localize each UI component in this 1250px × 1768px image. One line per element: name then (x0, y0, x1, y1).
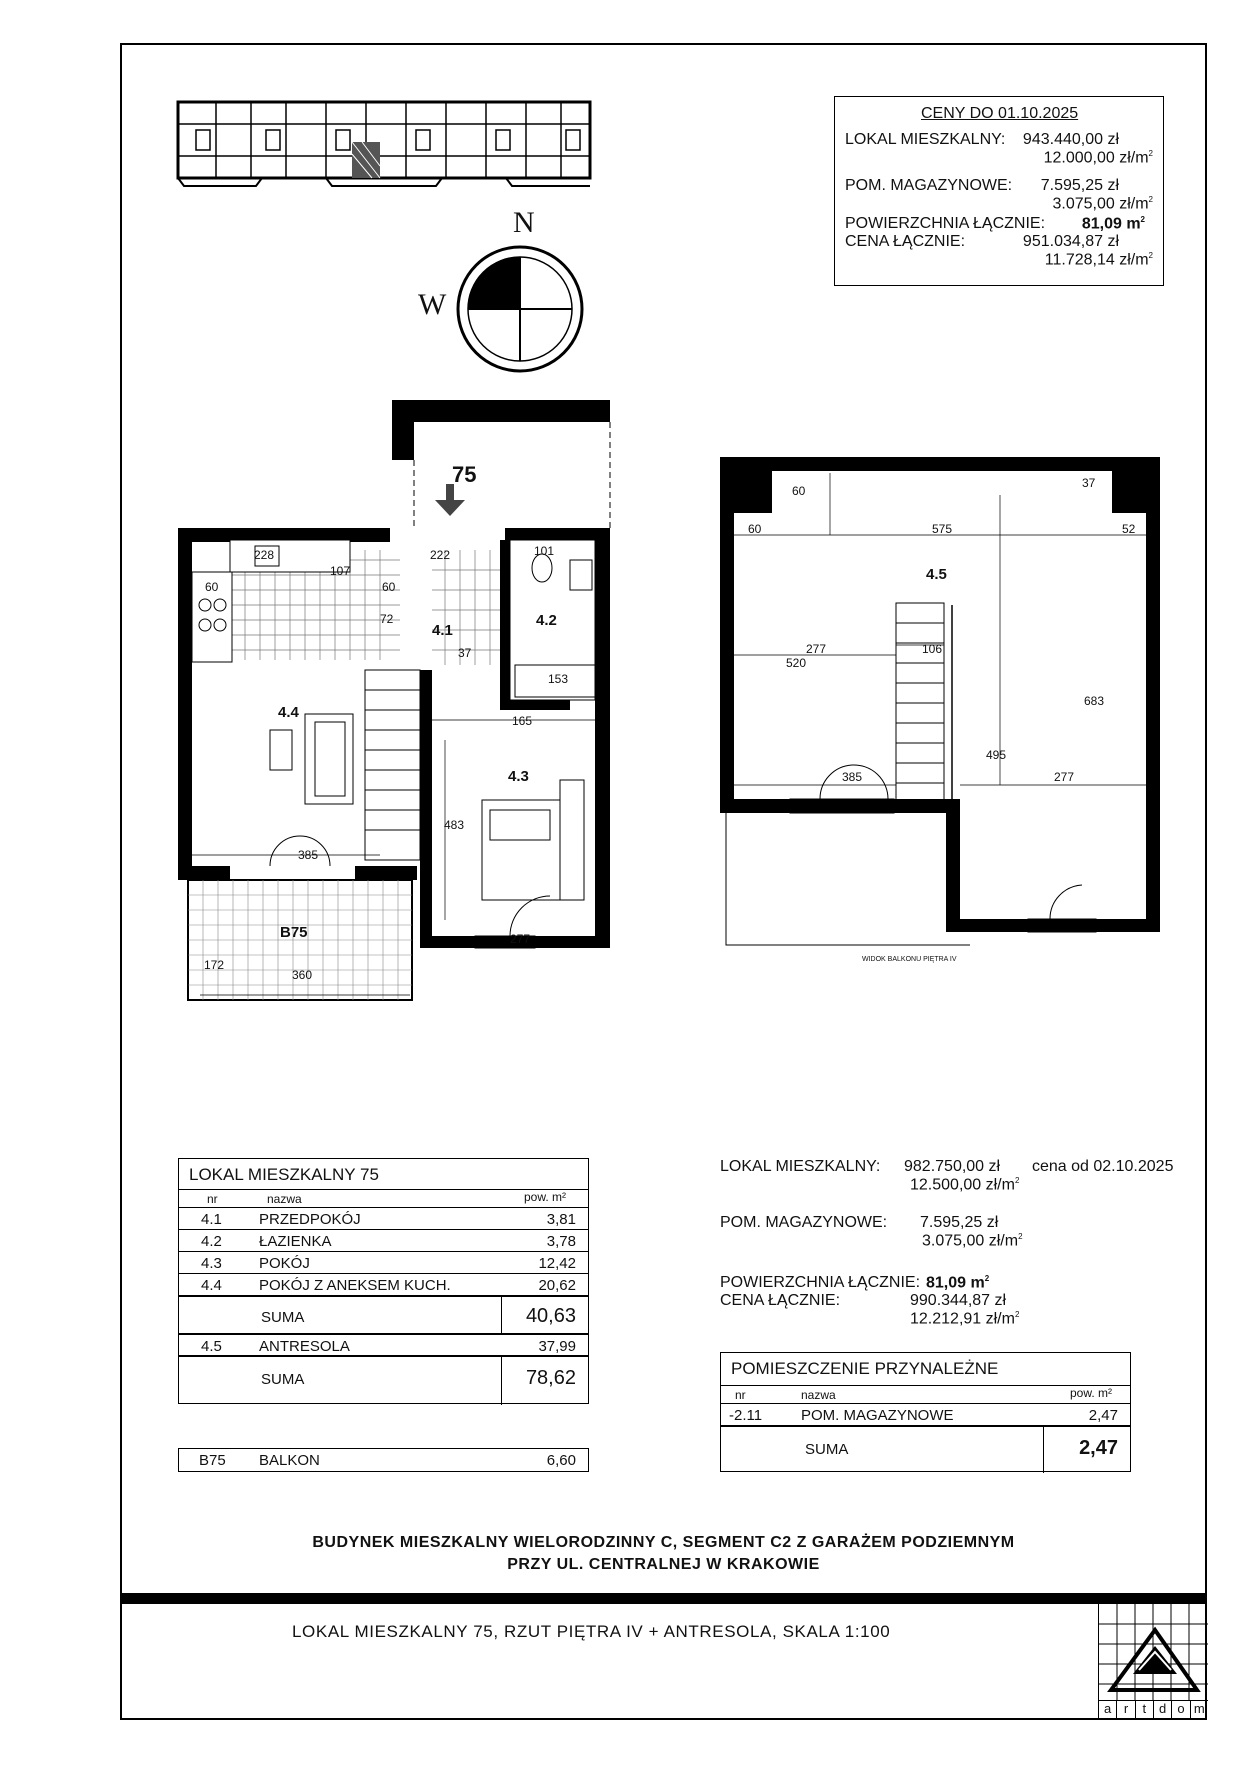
col-area: pow. m² (523, 1190, 566, 1204)
mdim-385: 385 (842, 770, 863, 784)
aux-row-name: POM. MAGAZYNOWE (801, 1407, 954, 1424)
dim-483: 483 (444, 818, 465, 832)
total-per-m2: 11.728,14 $zł/m^2$ (1044, 251, 1153, 269)
room-4-3: 4.3 (508, 768, 529, 785)
dim-360: 360 (292, 968, 313, 982)
area-value-text: 81,09 m (1081, 215, 1141, 233)
building-title: BUDYNEK MIESZKALNY WIELORODZINNY C, SEGMENT C2 Z GARAŻEM PODZIEMNYM (312, 1534, 1015, 1551)
mdim-52: 52 (1122, 522, 1136, 536)
balcony-view-note: WIDOK BALKONU PIĘTRA IV (862, 956, 957, 963)
row-nr: 4.5 (201, 1338, 222, 1355)
aux-col-area: pow. m² (1069, 1386, 1112, 1400)
table-row (179, 1273, 588, 1296)
building-address: PRZY UL. CENTRALNEJ W KRAKOWIE (507, 1556, 820, 1573)
row-area: 3,81 (546, 1211, 576, 1228)
new-price-note: cena od 02.10.2025 (1032, 1158, 1174, 1175)
dim-172: 172 (204, 958, 225, 972)
new-area-value: 81,09 $m^2$ (926, 1274, 990, 1292)
aux-table-title: POMIESZCZENIE PRZYNALEŻNE (731, 1359, 999, 1378)
logo-letter: r (1117, 1701, 1135, 1719)
dim-228: 228 (254, 548, 275, 562)
balcony-label: B75 (280, 924, 308, 941)
new-total-per-m2-value: 12.212,91 zł/m (910, 1310, 1015, 1328)
dim-60b: 60 (382, 580, 396, 594)
dim-60a: 60 (205, 580, 219, 594)
sheet-caption: LOKAL MIESZKALNY 75, RZUT PIĘTRA IV + ANTRESOLA, SKALA 1:100 (292, 1622, 891, 1641)
aux-suma-row (721, 1425, 1130, 1473)
row-name: POKÓJ (259, 1255, 310, 1272)
aux-col-name: nazwa (801, 1388, 836, 1402)
dim-72: 72 (380, 612, 394, 626)
col-nr: nr (207, 1192, 218, 1206)
mag-per-m2-value: 3.075,00 zł/m (1052, 195, 1149, 213)
key-plan (176, 94, 596, 194)
mdim-277b: 277 (1054, 770, 1075, 784)
title-bar (120, 1593, 1207, 1604)
table-row (179, 1333, 588, 1357)
lokal-per-m2-value: 12.000,00 zł/m (1043, 149, 1149, 167)
mdim-60b: 60 (748, 522, 762, 536)
room-4-1: 4.1 (432, 622, 453, 639)
total-price: 951.034,87 zł (1022, 233, 1119, 250)
mdim-575: 575 (932, 522, 953, 536)
area-label: POWIERZCHNIA ŁĄCZNIE: (845, 215, 1046, 232)
row-name: ŁAZIENKA (259, 1233, 332, 1250)
unit-number: 75 (452, 462, 477, 487)
new-lokal-per-m2-value: 12.500,00 zł/m (910, 1176, 1015, 1194)
mdim-277a: 277 (806, 642, 827, 656)
dim-101: 101 (534, 544, 555, 558)
col-name: nazwa (267, 1192, 302, 1206)
balcony-name: BALKON (259, 1452, 320, 1469)
aux-table (720, 1352, 1131, 1472)
row-area: 20,62 (538, 1277, 576, 1294)
mdim-37: 37 (1082, 476, 1096, 490)
compass-w: W (418, 288, 447, 321)
new-mag-per-m2-value: 3.075,00 zł/m (922, 1232, 1019, 1250)
aux-row-nr: -2.11 (729, 1407, 763, 1424)
mdim-683: 683 (1084, 694, 1105, 708)
logo-mark-icon (1099, 1604, 1208, 1700)
balcony-table (178, 1448, 589, 1472)
mag-price: 7.595,25 zł (1040, 177, 1119, 194)
new-mag-price: 7.595,25 zł (920, 1214, 999, 1231)
aux-suma-value: 2,47 (1079, 1437, 1118, 1459)
mdim-495: 495 (986, 748, 1007, 762)
mag-per-m2: 3.075,00 $zł/m^2$ (1052, 195, 1153, 213)
new-total-price: 990.344,87 zł (910, 1292, 1007, 1309)
prices-box (834, 96, 1164, 286)
suma-label: SUMA (261, 1309, 305, 1326)
room-4-2: 4.2 (536, 612, 557, 629)
new-total-label: CENA ŁĄCZNIE: (720, 1292, 841, 1309)
room-4-5: 4.5 (926, 566, 947, 583)
compass-n: N (513, 206, 535, 239)
dim-37: 37 (458, 646, 472, 660)
mdim-106: 106 (922, 642, 943, 656)
suma-value: 40,63 (525, 1305, 576, 1327)
rooms-table (178, 1158, 589, 1404)
logo-letter: a (1099, 1701, 1117, 1719)
floor-plan-iv (170, 400, 630, 1030)
table-row (721, 1403, 1130, 1426)
new-lokal-label: LOKAL MIESZKALNY: (720, 1158, 881, 1175)
lokal-label: LOKAL MIESZKALNY: (845, 131, 1006, 148)
row-area: 3,78 (546, 1233, 576, 1250)
suma-value: 78,62 (525, 1367, 576, 1389)
logo-letter: t (1136, 1701, 1154, 1719)
dim-277a: 277 (510, 932, 531, 946)
new-mag-per-m2: 3.075,00 $zł/m^2$ (922, 1232, 1023, 1250)
aux-col-nr: nr (735, 1388, 746, 1402)
room-4-4: 4.4 (278, 704, 299, 721)
aux-suma-label: SUMA (805, 1441, 849, 1458)
suma-label: SUMA (261, 1371, 305, 1388)
area-value: 81,09 $m^2$ (1081, 215, 1145, 233)
balcony-nr: B75 (199, 1452, 226, 1469)
new-total-per-m2: 12.212,91 $zł/m^2$ (910, 1310, 1020, 1328)
dim-107: 107 (330, 564, 351, 578)
mag-label: POM. MAGAZYNOWE: (845, 177, 1013, 194)
table-row (179, 1251, 588, 1274)
artdom-logo (1098, 1604, 1208, 1720)
new-area-label: POWIERZCHNIA ŁĄCZNIE: (720, 1274, 921, 1291)
table-row (179, 1229, 588, 1252)
new-area-value-text: 81,09 m (926, 1274, 985, 1292)
mdim-520: 520 (786, 656, 807, 670)
logo-letter: m (1193, 1701, 1205, 1716)
rooms-table-header (179, 1189, 588, 1208)
row-area: 37,99 (538, 1338, 576, 1355)
new-lokal-price: 982.750,00 zł (904, 1158, 1001, 1175)
dim-385a: 385 (298, 848, 319, 862)
row-nr: 4.3 (201, 1255, 222, 1272)
dim-165: 165 (512, 714, 533, 728)
dim-222: 222 (430, 548, 451, 562)
dim-153: 153 (548, 672, 569, 686)
row-area: 12,42 (538, 1255, 576, 1272)
balcony-area: 6,60 (546, 1452, 576, 1469)
row-name: ANTRESOLA (259, 1338, 350, 1355)
suma-row (179, 1355, 588, 1405)
total-label: CENA ŁĄCZNIE: (845, 233, 966, 250)
logo-letters (1099, 1700, 1208, 1719)
table-row (179, 1207, 588, 1230)
prices-heading: CENY DO 01.10.2025 (921, 105, 1079, 122)
mdim-60a: 60 (792, 484, 806, 498)
row-nr: 4.1 (201, 1211, 222, 1228)
new-prices (720, 1158, 1200, 1338)
lokal-per-m2: 12.000,00 $zł/m^2$ (1043, 149, 1153, 167)
row-nr: 4.2 (201, 1233, 222, 1250)
logo-letter: d (1154, 1701, 1172, 1719)
aux-table-header (721, 1385, 1130, 1404)
aux-row-area: 2,47 (1088, 1407, 1118, 1424)
row-name: PRZEDPOKÓJ (259, 1211, 361, 1228)
row-name: POKÓJ Z ANEKSEM KUCH. (259, 1277, 451, 1294)
row-nr: 4.4 (201, 1277, 222, 1294)
suma-row (179, 1295, 588, 1335)
new-mag-label: POM. MAGAZYNOWE: (720, 1214, 888, 1231)
total-per-m2-value: 11.728,14 zł/m (1044, 251, 1149, 269)
new-lokal-per-m2: 12.500,00 $zł/m^2$ (910, 1176, 1020, 1194)
rooms-table-title: LOKAL MIESZKALNY 75 (189, 1165, 379, 1184)
lokal-price: 943.440,00 zł (1022, 131, 1119, 148)
logo-letter: o (1172, 1701, 1190, 1719)
